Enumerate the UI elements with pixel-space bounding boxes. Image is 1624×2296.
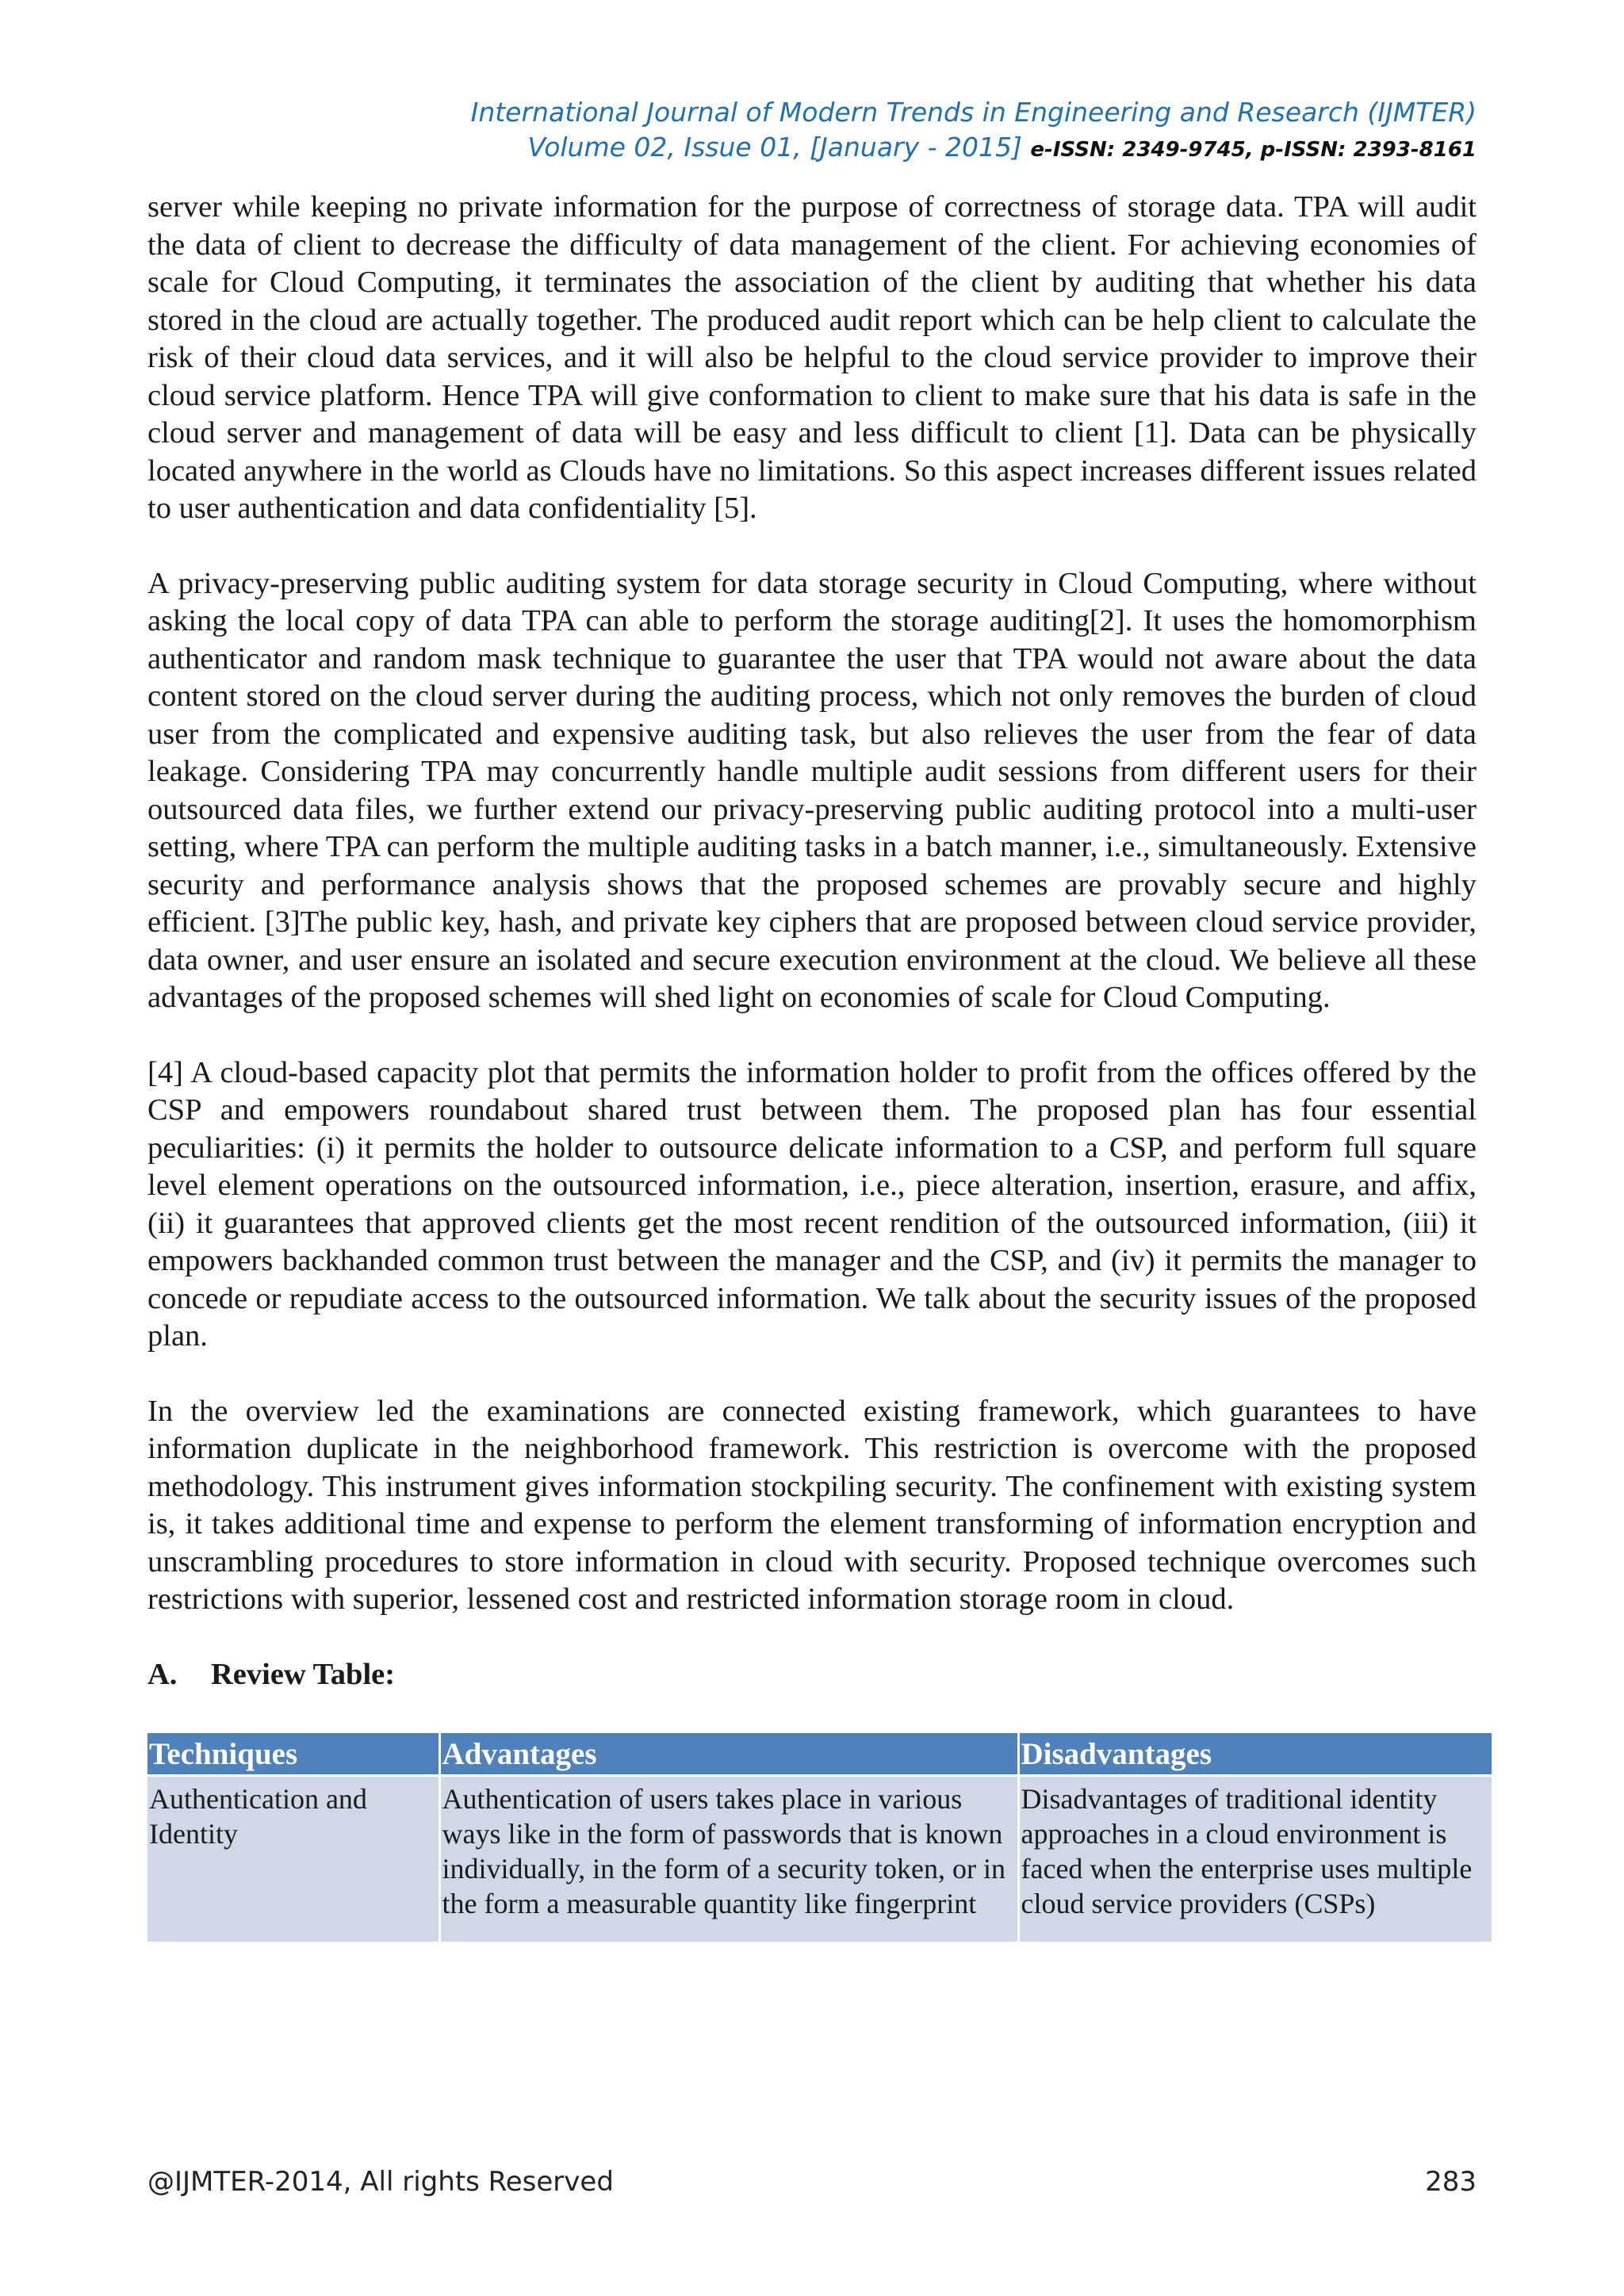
review-table [147,1733,1492,1942]
footer-copyright: @IJMTER-2014, All rights Reserved [147,2166,614,2198]
table-header-row [147,1733,1492,1776]
paragraph-2: A privacy-preserving public auditing system for data storage security in Cloud Computing, where without asking the local copy of data TPA can able to perform the storage auditing[2]. It uses the homomorphism authenticator and random mask technique to guarantee the user that TPA would not aware about the data content stored on the cloud server during the auditing process, which not only removes the burden of cloud user from the complicated and expensive auditing task, but also relieves the user from the fear of data leakage. Considering TPA may concurrently handle multiple audit sessions from different users for their outsourced data files, we further extend our privacy-preserving public auditing protocol into a multi-user setting, where TPA can perform the multiple auditing tasks in a batch manner, i.e., simultaneously. Extensive security and performance analysis shows that the proposed schemes are provably secure and highly efficient. [3]The public key, hash, and private key ciphers that are proposed between cloud service provider, data owner, and user ensure an isolated and secure execution environment at the cloud. We believe all these advantages of the proposed schemes will shed light on economies of scale for Cloud Computing. [147,566,1477,1014]
section-heading [147,1656,1477,1694]
journal-volume-line [471,130,1477,167]
journal-header [471,95,1477,167]
journal-volume: Volume 02, Issue 01, [January - 2015] [527,132,1022,163]
section-letter: A. [147,1657,178,1691]
cell-advantages: Authentication of users takes place in various ways like in the form of passwords that is known individually, in the form of a security token, or in the form a measurable quantity like fingerprint [439,1776,1018,1942]
header-disadvantages: Disadvantages [1018,1733,1492,1776]
cell-technique: Authentication and Identity [147,1776,439,1942]
paragraph-3: [4] A cloud-based capacity plot that permits the information holder to profit from the offices offered by the CSP and empowers roundabout shared trust between them. The proposed plan has four essential peculiarities: (i) it permits the holder to outsource delicate information to a CSP, and perform full square level element operations on the outsourced information, i.e., piece alteration, insertion, erasure, and affix, (ii) it guarantees that approved clients get the most recent rendition of the outsourced information, (iii) it empowers backhanded common trust between the manager and the CSP, and (iv) it permits the manager to concede or repudiate access to the outsourced information. We talk about the security issues of the proposed plan. [147,1055,1477,1353]
journal-issn: e-ISSN: 2349-9745, p-ISSN: 2393-8161 [1030,138,1477,162]
footer-page-number: 283 [1425,2166,1477,2198]
paragraph-4: In the overview led the examinations are connected existing framework, which guarantees to have information duplicate in the neighborhood framework. This restriction is overcome with the proposed methodology. This instrument gives information stockpiling security. The confinement with existing system is, it takes additional time and expense to perform the element transforming of information encryption and unscrambling procedures to store information in cloud with security. Proposed technique overcomes such restrictions with superior, lessened cost and restricted information storage room in cloud. [147,1394,1477,1616]
section-title: Review Table: [211,1657,396,1691]
cell-disadvantages: Disadvantages of traditional identity approaches in a cloud environment is faced when the enterprise uses multiple cloud service providers (CSPs) [1018,1776,1492,1942]
header-techniques: Techniques [147,1733,439,1776]
table-row [147,1776,1492,1942]
journal-title: International Journal of Modern Trends in Engineering and Research (IJMTER) [470,97,1477,128]
header-advantages: Advantages [439,1733,1018,1776]
page-body [147,189,1477,1942]
paragraph-1: server while keeping no private information for the purpose of correctness of storage data. TPA will audit the data of client to decrease the difficulty of data management of the client. For achieving economies of scale for Cloud Computing, it terminates the association of the client by auditing that whether his data stored in the cloud are actually together. The produced audit report which can be help client to calculate the risk of their cloud data services, and it will also be helpful to the cloud service provider to improve their cloud service platform. Hence TPA will give conformation to client to make sure that his data is safe in the cloud server and management of data will be easy and less difficult to client [1]. Data can be physically located anywhere in the world as Clouds have no limitations. So this aspect increases different issues related to user authentication and data confidentiality [5]. [147,190,1477,525]
